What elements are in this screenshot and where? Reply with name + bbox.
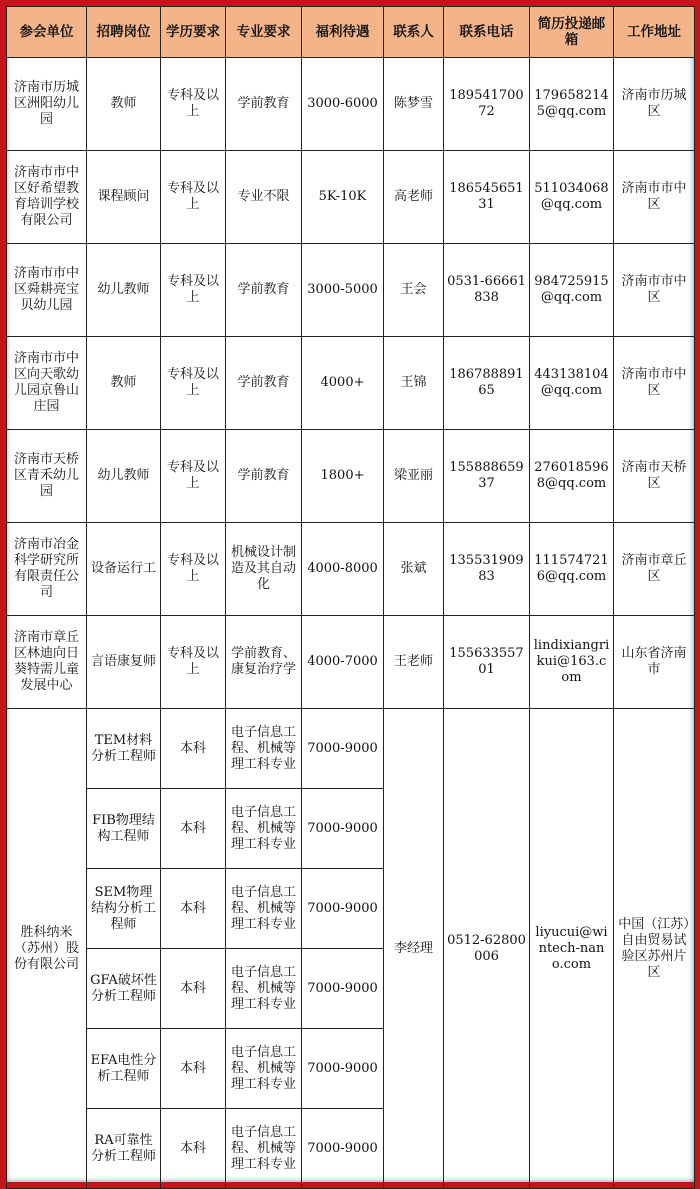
company-cell: 济南市历城区洲阳幼儿园 — [7, 58, 87, 151]
contact-cell: 王会 — [384, 244, 444, 337]
address-cell: 济南市章丘区 — [614, 523, 695, 616]
major-cell: 学前教育、康复治疗学 — [226, 616, 302, 709]
phone-cell: 15588865937 — [444, 430, 530, 523]
salary-cell: 5K-10K — [302, 151, 384, 244]
salary-cell: 3000-6000 — [302, 58, 384, 151]
header-salary: 福利待遇 — [302, 7, 384, 58]
position-cell: SEM物理结构分析工程师 — [87, 869, 161, 949]
position-cell: 课程顾问 — [87, 151, 161, 244]
phone-cell: 0512-62800006 — [444, 709, 530, 1189]
education-cell: 专科及以上 — [161, 337, 226, 430]
education-cell: 专科及以上 — [161, 244, 226, 337]
major-cell: 电子信息工程、机械等理工科专业 — [226, 949, 302, 1029]
email-cell: 984725915@qq.com — [530, 244, 614, 337]
table-row — [7, 616, 695, 709]
header-education: 学历要求 — [161, 7, 226, 58]
company-cell: 济南市市中区好希望教育培训学校有限公司 — [7, 151, 87, 244]
address-cell: 济南市历城区 — [614, 58, 695, 151]
address-cell: 济南市天桥区 — [614, 430, 695, 523]
education-cell: 本科 — [161, 869, 226, 949]
position-cell: 设备运行工 — [87, 523, 161, 616]
header-company: 参会单位 — [7, 7, 87, 58]
phone-cell: 18954170072 — [444, 58, 530, 151]
header-phone: 联系电话 — [444, 7, 530, 58]
phone-cell: 18678889165 — [444, 337, 530, 430]
company-cell: 济南市冶金科学研究所有限责任公司 — [7, 523, 87, 616]
position-cell: GFA破坏性分析工程师 — [87, 949, 161, 1029]
major-cell: 电子信息工程、机械等理工科专业 — [226, 709, 302, 789]
address-cell: 济南市市中区 — [614, 244, 695, 337]
contact-cell: 梁亚丽 — [384, 430, 444, 523]
position-cell: 幼儿教师 — [87, 244, 161, 337]
position-cell: 幼儿教师 — [87, 430, 161, 523]
education-cell: 本科 — [161, 949, 226, 1029]
email-cell: lindixiangrikui@163.com — [530, 616, 614, 709]
address-cell: 山东省济南市 — [614, 616, 695, 709]
table-row — [7, 337, 695, 430]
major-cell: 电子信息工程、机械等理工科专业 — [226, 869, 302, 949]
salary-cell: 7000-9000 — [302, 789, 384, 869]
salary-cell: 4000-7000 — [302, 616, 384, 709]
salary-cell: 7000-9000 — [302, 1109, 384, 1189]
address-cell: 济南市市中区 — [614, 337, 695, 430]
position-cell: TEM材料分析工程师 — [87, 709, 161, 789]
table-row — [7, 523, 695, 616]
major-cell: 机械设计制造及其自动化 — [226, 523, 302, 616]
address-cell: 济南市市中区 — [614, 151, 695, 244]
table-row — [7, 58, 695, 151]
major-cell: 电子信息工程、机械等理工科专业 — [226, 1109, 302, 1189]
salary-cell: 1800+ — [302, 430, 384, 523]
major-cell: 专业不限 — [226, 151, 302, 244]
education-cell: 专科及以上 — [161, 430, 226, 523]
header-email: 简历投递邮箱 — [530, 7, 614, 58]
education-cell: 专科及以上 — [161, 616, 226, 709]
position-cell: FIB物理结构工程师 — [87, 789, 161, 869]
salary-cell: 7000-9000 — [302, 1029, 384, 1109]
contact-cell: 张斌 — [384, 523, 444, 616]
major-cell: 学前教育 — [226, 58, 302, 151]
position-cell: EFA电性分析工程师 — [87, 1029, 161, 1109]
education-cell: 专科及以上 — [161, 523, 226, 616]
company-cell: 胜科纳米（苏州）股份有限公司 — [7, 709, 87, 1189]
major-cell: 学前教育 — [226, 244, 302, 337]
company-cell: 济南市市中区向天歌幼儿园京鲁山庄园 — [7, 337, 87, 430]
contact-cell: 王老师 — [384, 616, 444, 709]
table-row — [7, 151, 695, 244]
education-cell: 本科 — [161, 1029, 226, 1109]
header-contact: 联系人 — [384, 7, 444, 58]
phone-cell: 18654565131 — [444, 151, 530, 244]
phone-cell: 15563355701 — [444, 616, 530, 709]
email-cell: liyucui@wintech-nano.com — [530, 709, 614, 1189]
salary-cell: 7000-9000 — [302, 869, 384, 949]
education-cell: 专科及以上 — [161, 58, 226, 151]
email-cell: 511034068@qq.com — [530, 151, 614, 244]
contact-cell: 李经理 — [384, 709, 444, 1189]
company-cell: 济南市章丘区林迪向日葵特需儿童发展中心 — [7, 616, 87, 709]
phone-cell: 13553190983 — [444, 523, 530, 616]
header-address: 工作地址 — [614, 7, 695, 58]
major-cell: 学前教育 — [226, 337, 302, 430]
major-cell: 电子信息工程、机械等理工科专业 — [226, 789, 302, 869]
salary-cell: 3000-5000 — [302, 244, 384, 337]
major-cell: 电子信息工程、机械等理工科专业 — [226, 1029, 302, 1109]
position-cell: 教师 — [87, 58, 161, 151]
page-frame — [6, 6, 694, 1182]
contact-cell: 王锦 — [384, 337, 444, 430]
email-cell: 443138104@qq.com — [530, 337, 614, 430]
education-cell: 本科 — [161, 1109, 226, 1189]
address-cell: 中国（江苏）自由贸易试验区苏州片区 — [614, 709, 695, 1189]
contact-cell: 高老师 — [384, 151, 444, 244]
contact-cell: 陈梦雪 — [384, 58, 444, 151]
position-cell: RA可靠性分析工程师 — [87, 1109, 161, 1189]
email-cell: 1796582145@qq.com — [530, 58, 614, 151]
email-cell: 1115747216@qq.com — [530, 523, 614, 616]
recruitment-table — [6, 6, 695, 1189]
position-cell: 教师 — [87, 337, 161, 430]
salary-cell: 4000-8000 — [302, 523, 384, 616]
header-position: 招聘岗位 — [87, 7, 161, 58]
salary-cell: 7000-9000 — [302, 709, 384, 789]
phone-cell: 0531-66661838 — [444, 244, 530, 337]
position-cell: 言语康复师 — [87, 616, 161, 709]
header-row — [7, 7, 695, 58]
table-row — [7, 244, 695, 337]
education-cell: 专科及以上 — [161, 151, 226, 244]
table-row — [7, 430, 695, 523]
education-cell: 本科 — [161, 709, 226, 789]
header-major: 专业要求 — [226, 7, 302, 58]
salary-cell: 4000+ — [302, 337, 384, 430]
salary-cell: 7000-9000 — [302, 949, 384, 1029]
education-cell: 本科 — [161, 789, 226, 869]
table-row — [7, 709, 695, 789]
company-cell: 济南市天桥区青禾幼儿园 — [7, 430, 87, 523]
company-cell: 济南市市中区舜耕亮宝贝幼儿园 — [7, 244, 87, 337]
major-cell: 学前教育 — [226, 430, 302, 523]
email-cell: 2760185968@qq.com — [530, 430, 614, 523]
